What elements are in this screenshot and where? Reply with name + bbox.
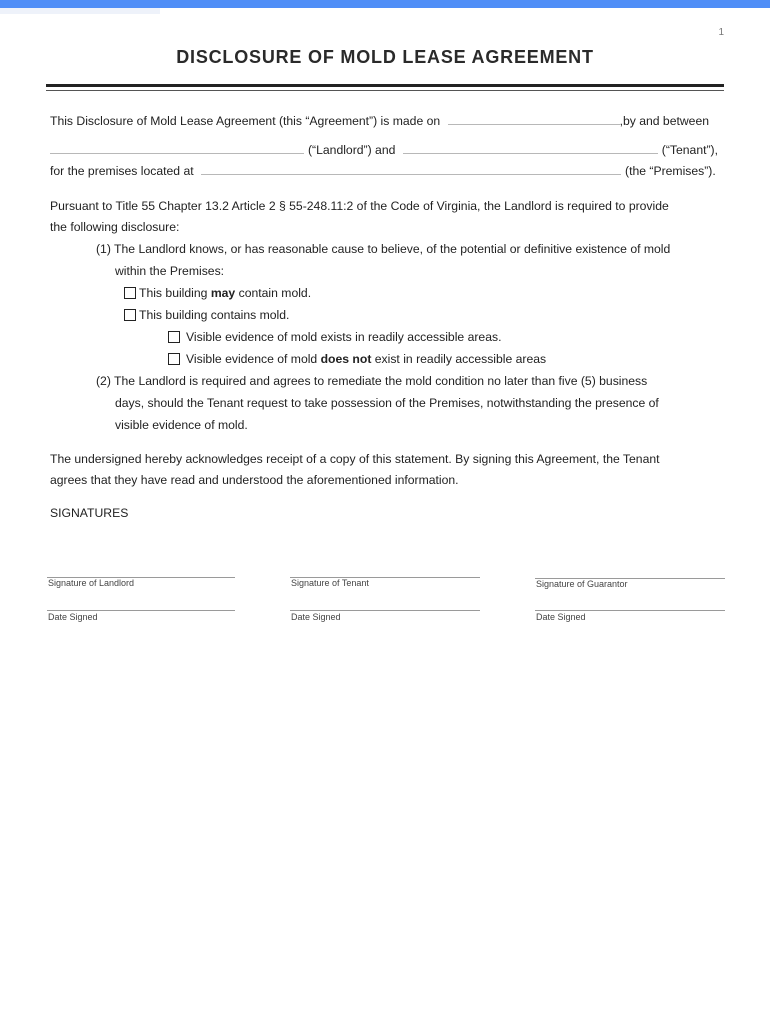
- landlord-date-label: Date Signed: [48, 612, 98, 622]
- option-contains: [124, 308, 289, 322]
- item2-line-1: (2) The Landlord is required and agrees to remediate the mold condition no later than five (5) business: [96, 374, 648, 388]
- item1-line-2: within the Premises:: [115, 264, 225, 278]
- item2-line-2: days, should the Tenant request to take possession of the Premises, notwithstanding the presence of: [115, 396, 659, 410]
- sub-option-visible: [168, 330, 501, 344]
- sub-not-text: Visible evidence of mold: [186, 352, 321, 366]
- sub-not-text-end: exist in readily accessible areas: [371, 352, 547, 366]
- premises-text: for the premises located at: [50, 164, 194, 178]
- signatures-heading: SIGNATURES: [50, 506, 129, 520]
- tenant-label: (“Tenant”),: [661, 143, 718, 157]
- no-visible-evidence-checkbox[interactable]: [168, 353, 180, 365]
- tenant-signature-label: Signature of Tenant: [291, 578, 369, 588]
- premises-label: (the “Premises”).: [625, 164, 716, 178]
- top-accent-bar: [0, 0, 770, 8]
- tenant-date-field[interactable]: [290, 610, 480, 611]
- intro-line-3: [50, 163, 716, 178]
- page-title: DISCLOSURE OF MOLD LEASE AGREEMENT: [176, 47, 594, 67]
- guarantor-date-label: Date Signed: [536, 612, 586, 622]
- visible-evidence-checkbox[interactable]: [168, 331, 180, 343]
- item1-line-1: (1) The Landlord knows, or has reasonable cause to believe, of the potential or definitive existence of mold: [96, 242, 671, 256]
- intro-by-between: ,by and between: [619, 114, 710, 128]
- pursuant-line-1: Pursuant to Title 55 Chapter 13.2 Article 2 § 55-248.11:2 of the Code of Virginia, the Landlord is required to provide: [50, 199, 669, 213]
- option-contains-text: This building contains mold.: [139, 308, 290, 322]
- acknowledge-line-2: agrees that they have read and understood the aforementioned information.: [50, 473, 459, 487]
- pursuant-line-2: the following disclosure:: [50, 220, 180, 234]
- premises-address-field[interactable]: [201, 163, 621, 175]
- landlord-label: (“Landlord”) and: [308, 143, 396, 157]
- option-may-text-end: contain mold.: [235, 286, 312, 300]
- contains-checkbox[interactable]: [124, 309, 136, 321]
- sub-not-bold: does not: [320, 352, 372, 366]
- intro-line-1: [50, 113, 709, 128]
- agreement-date-field[interactable]: [448, 113, 620, 125]
- tenant-date-label: Date Signed: [291, 612, 341, 622]
- top-accent-shade: [0, 8, 160, 14]
- landlord-date-field[interactable]: [47, 610, 235, 611]
- option-may-contain: [124, 286, 311, 300]
- intro-text: This Disclosure of Mold Lease Agreement (this “Agreement”) is made on: [50, 114, 441, 128]
- sub-option-not-visible: [168, 352, 546, 366]
- landlord-name-field[interactable]: [50, 142, 304, 154]
- option-may-text: This building: [139, 286, 211, 300]
- intro-line-2: [50, 142, 718, 157]
- item2-line-3: visible evidence of mold.: [115, 418, 248, 432]
- tenant-name-field[interactable]: [403, 142, 658, 154]
- acknowledge-line-1: The undersigned hereby acknowledges receipt of a copy of this statement. By signing this Agreement, the Tenant: [50, 452, 660, 466]
- option-may-bold: may: [210, 286, 236, 300]
- page-number: 1: [718, 27, 724, 38]
- guarantor-date-field[interactable]: [535, 610, 725, 611]
- may-contain-checkbox[interactable]: [124, 287, 136, 299]
- sub-visible-text: Visible evidence of mold exists in readily accessible areas.: [186, 330, 502, 344]
- title-divider-thick: [46, 84, 724, 87]
- guarantor-signature-label: Signature of Guarantor: [536, 579, 628, 589]
- title-divider-thin: [46, 90, 724, 91]
- landlord-signature-label: Signature of Landlord: [48, 578, 135, 588]
